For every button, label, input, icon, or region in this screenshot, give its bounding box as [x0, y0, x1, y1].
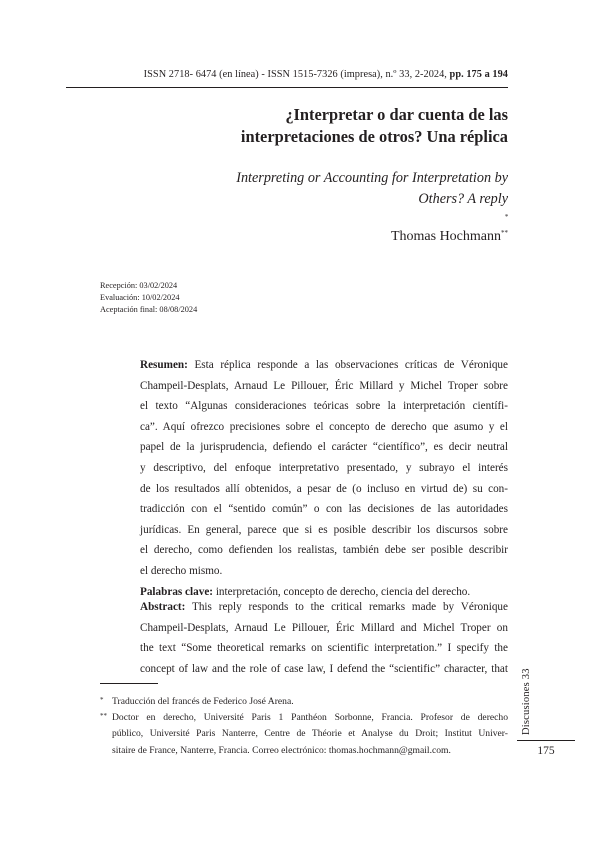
footnote-line: Traducción del francés de Federico José Arena.	[112, 696, 294, 707]
article-title-english	[150, 168, 508, 231]
abstract-en-label: Abstract:	[140, 601, 186, 613]
keywords-text: interpretación, concepto de derecho, ciencia del derecho.	[215, 585, 471, 598]
abstract-en-line	[140, 597, 508, 618]
page-number-rule	[517, 740, 575, 741]
author	[250, 229, 508, 245]
abstract-es-line: el texto “Algunas consideraciones teóricas sobre la interpretación científi-	[140, 400, 508, 413]
abstract-es-line: papel de la jurisprudencia, defiendo el carácter “científico”, es decir neutral	[140, 441, 508, 454]
header-rule	[66, 87, 508, 88]
running-head: Discusiones 33	[521, 668, 532, 735]
abstract-es-line: y descriptivo, del enfoque interpretativo presentado, y subrayo el interés	[140, 461, 508, 474]
abstract-english	[140, 597, 508, 679]
abstract-en-line: Champeil-Desplats, Arnaud Le Pillouer, Éric Millard and Michel Troper on	[140, 621, 508, 634]
title-line-1: ¿Interpretar o dar cuenta de las	[285, 105, 508, 124]
issn-header	[0, 69, 508, 80]
footnote-author	[100, 710, 508, 759]
footnote-rule	[100, 683, 158, 684]
abstract-spanish	[140, 355, 508, 602]
abstract-es-line: tradicción con el “sentido común” o con las decisiones de las autoridades	[140, 503, 508, 516]
abstract-es-line: el derecho, como defienden los realistas, también debe ser posible describir	[140, 544, 508, 557]
footnotes	[100, 694, 508, 759]
author-name: Thomas Hochmann	[390, 229, 501, 244]
title-en-line-2	[150, 189, 508, 231]
title-line-2: interpretaciones de otros? Una réplica	[240, 127, 508, 146]
footnote-mark-author: **	[501, 229, 508, 237]
abstract-es-label: Resumen:	[140, 359, 188, 371]
abstract-es-text: Esta réplica responde a las observaciones críticas de Véronique	[194, 359, 508, 371]
footnote-mark: **	[100, 712, 107, 721]
issn-text: ISSN 2718- 6474 (en línea) - ISSN 1515-7326 (impresa), n.º 33, 2-2024,	[143, 69, 447, 80]
title-en-text-2: Others? A reply	[418, 191, 508, 207]
abstract-en-text: This reply responds to the critical remarks made by Véronique	[192, 601, 508, 613]
date-accepted: Aceptación final: 08/08/2024	[100, 305, 198, 314]
page-range: pp. 175 a 194	[449, 69, 508, 80]
date-evaluated: Evaluación: 10/02/2024	[100, 293, 180, 302]
abstract-es-line: el derecho mismo.	[140, 564, 223, 577]
keywords-label: Palabras clave:	[140, 585, 214, 598]
footnote-mark: *	[100, 696, 104, 704]
submission-dates	[100, 280, 197, 316]
title-en-line-1: Interpreting or Accounting for Interpretation by	[236, 170, 508, 186]
abstract-en-line: concept of law and the role of case law, I defend the “scientific” character, that	[140, 662, 508, 675]
article-title	[130, 104, 508, 148]
abstract-es-line	[140, 355, 508, 376]
footnote-line: público, Université Paris Nanterre, Centre de Théorie et Analyse du Droit; Institut Univer-	[112, 728, 508, 740]
footnote-line: Doctor en derecho, Université Paris 1 Panthéon Sorbonne, Francia. Profesor de derecho	[112, 712, 508, 724]
date-received: Recepción: 03/02/2024	[100, 281, 178, 290]
page-number: 175	[537, 745, 555, 757]
abstract-es-line: ca”. Aquí ofrezco precisiones sobre el concepto de derecho que asumo y el	[140, 420, 508, 433]
abstract-es-line: Champeil-Desplats, Arnaud Le Pillouer, Éric Millard y Michel Troper sobre	[140, 379, 508, 392]
footnote-line: sitaire de France, Nanterre, Francia. Correo electrónico: thomas.hochmann@gmail.com.	[112, 744, 451, 756]
footnote-translation	[100, 694, 508, 710]
abstract-en-line: the text “Some theoretical remarks on scientific interpretation.” I specify the	[140, 642, 508, 655]
abstract-es-line: de los resultados allí obtenidos, a pesar de (o incluso en virtud de) su con-	[140, 482, 508, 495]
abstract-es-line: jurídicas. En general, parece que si es posible describir los discursos sobre	[140, 523, 508, 536]
footnote-mark-translation: *	[504, 213, 508, 221]
